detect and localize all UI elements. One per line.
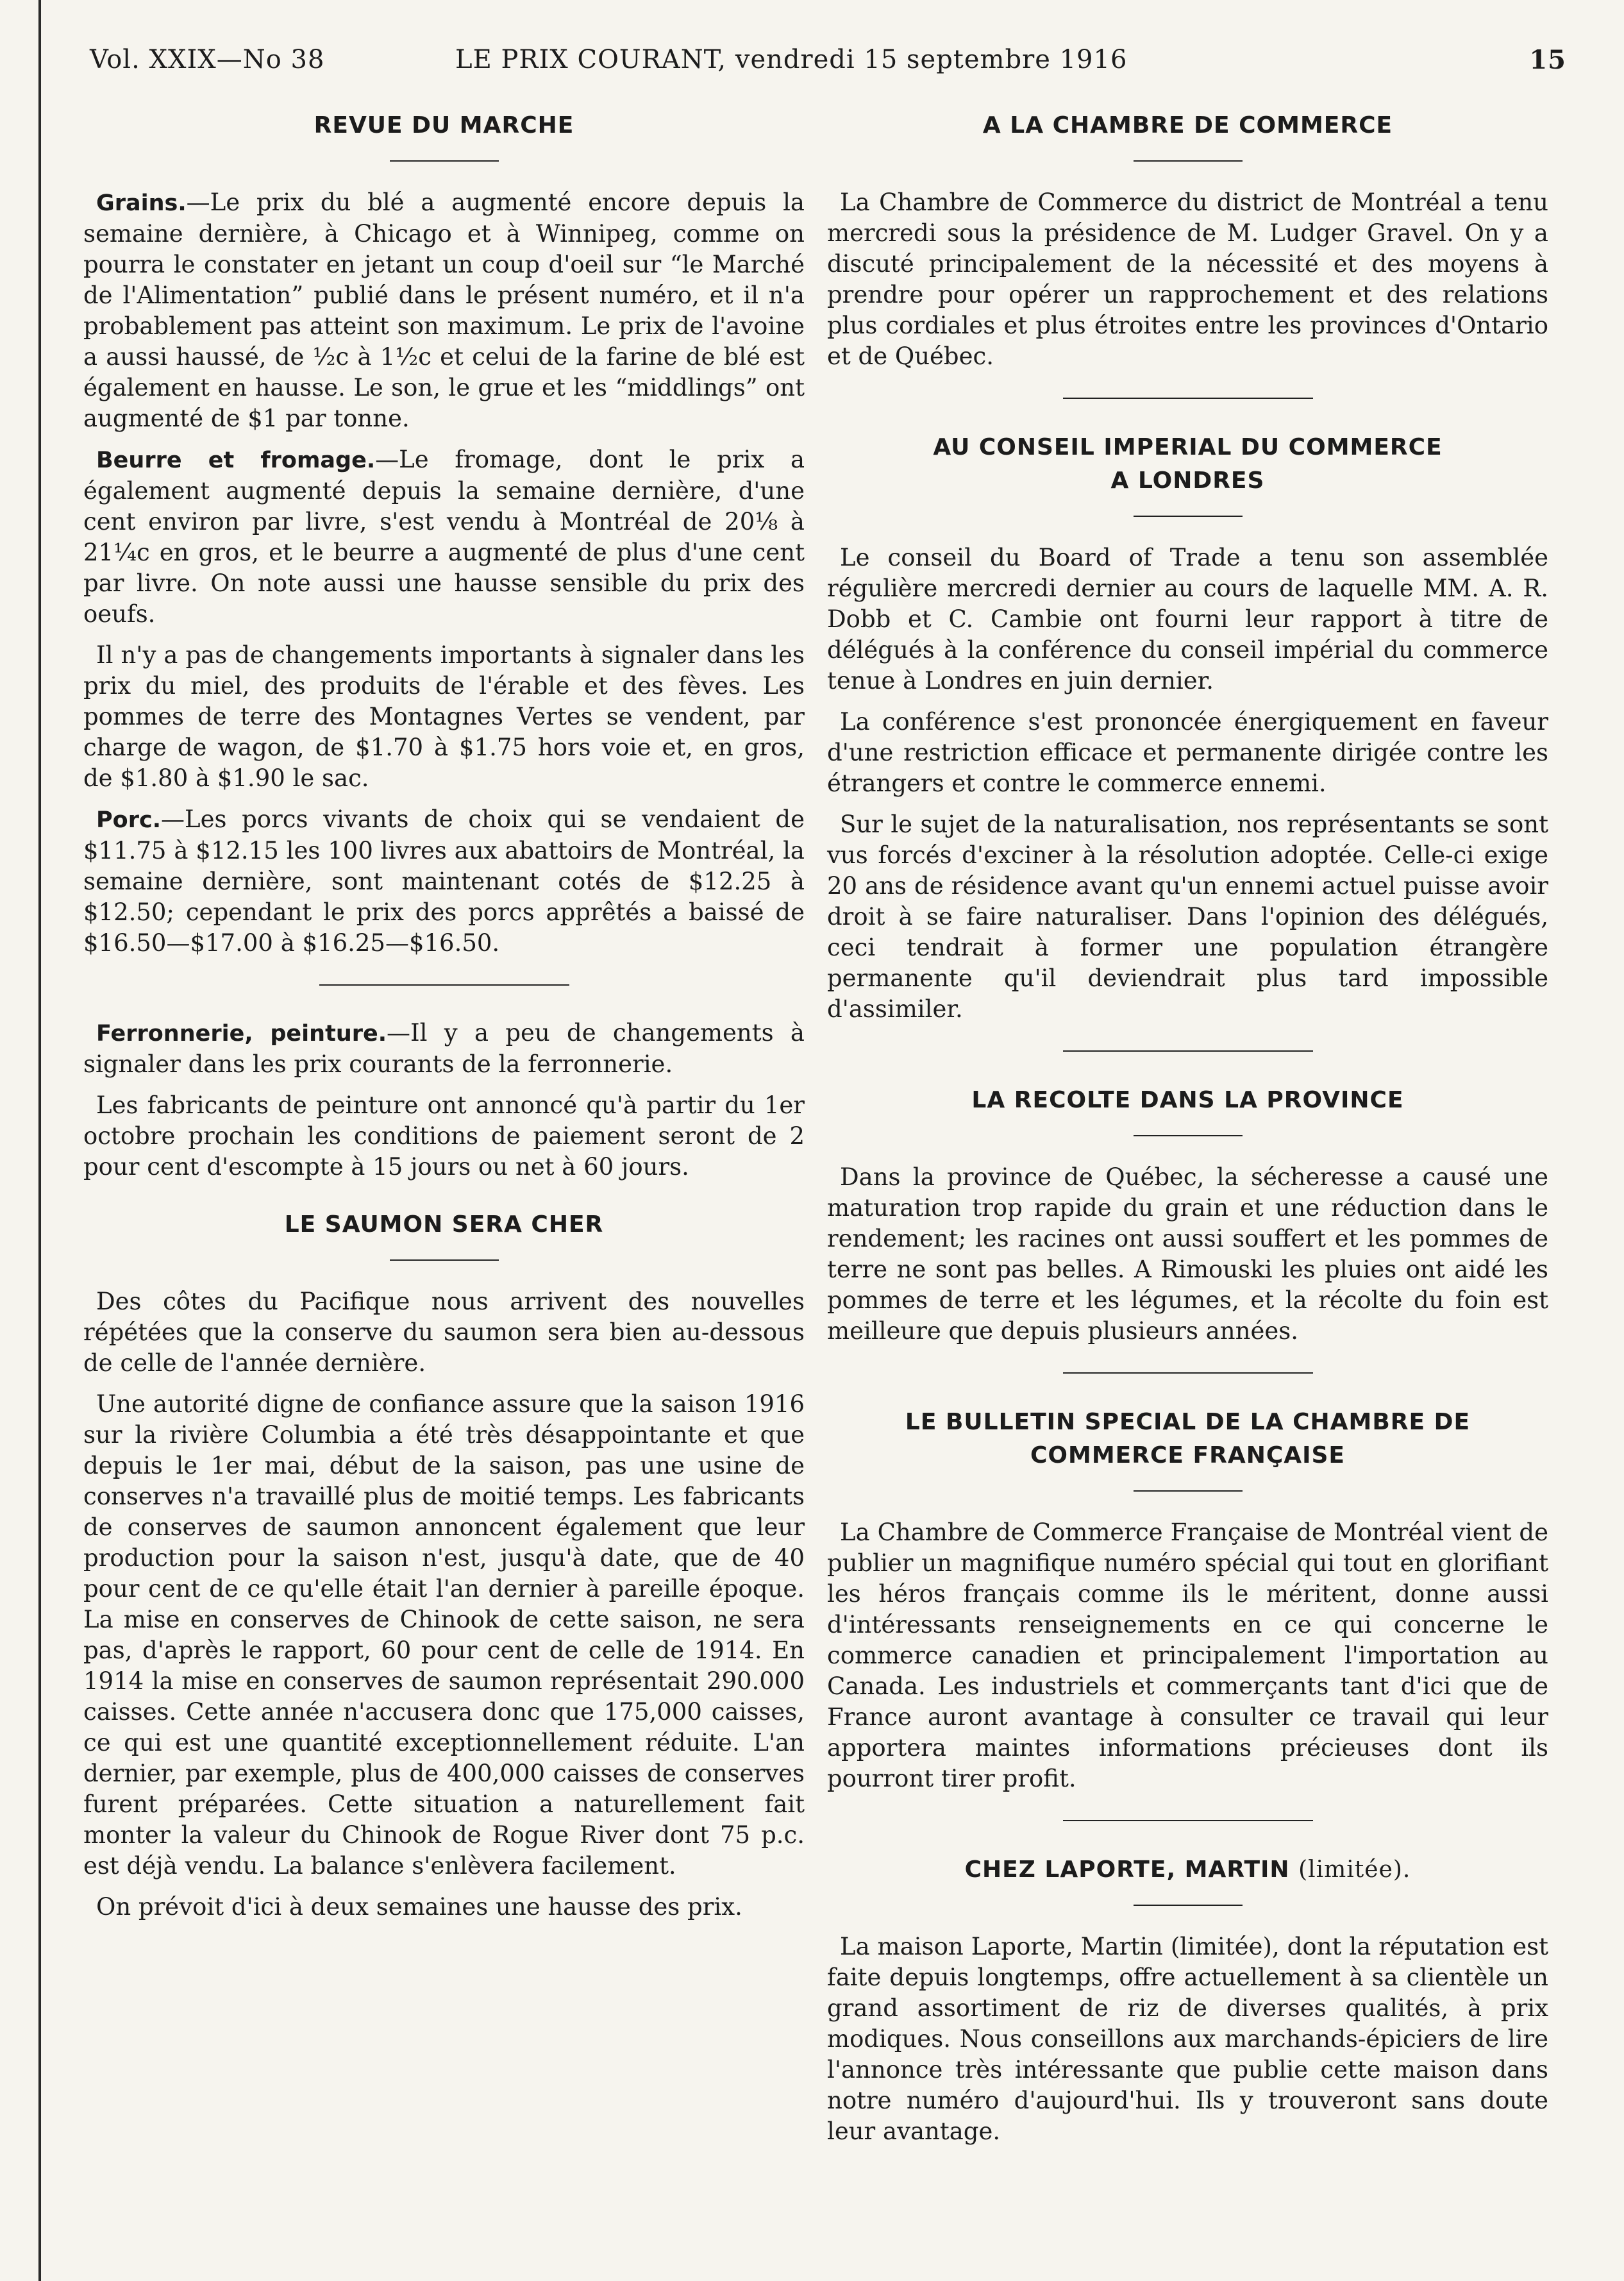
paragraph-conseil-2: La conférence s'est prononcée énergiquement en faveur d'une restriction efficace et permanente dirigée contre les étrangers et contre le commerce ennemi. <box>827 708 1548 797</box>
title-line-2: COMMERCE FRANÇAISE <box>1030 1442 1346 1469</box>
title-rule <box>390 160 499 162</box>
section-rule <box>1063 1050 1313 1052</box>
article-title-conseil <box>827 431 1548 498</box>
volume-label: Vol. XXIX—No 38 <box>90 45 325 74</box>
text-beurre: —Le fromage, dont le prix a également augmenté depuis la semaine dernière, d'une cent environ par livre, s'est vendu à Montréal de 20⅛ à 21¼c en gros, et le beurre a augmenté de plus d'une cent par livre. On note aussi une hausse sensible du prix des oeufs. <box>83 446 805 628</box>
paragraph-chambre: La Chambre de Commerce du district de Montréal a tenu mercredi sous la présidence de M. Ludger Gravel. On y a discuté principalement de la nécessité et des moyens à prendre pour opérer un rapprochement et des relations plus cordiales et plus étroites entre les provinces d'Ontario et de Québec. <box>827 189 1548 370</box>
title-line-1: AU CONSEIL IMPERIAL DU COMMERCE <box>933 434 1443 460</box>
article-title-recolte: LA RECOLTE DANS LA PROVINCE <box>971 1087 1404 1113</box>
section-rule <box>319 984 569 986</box>
section-rule <box>1063 1820 1313 1821</box>
title-rule <box>1134 1490 1243 1492</box>
text-ferronnerie: —Il y a peu de changements à signaler dans les prix courants de la ferronnerie. <box>83 1019 805 1078</box>
paragraph-saumon-3: On prévoit d'ici à deux semaines une hausse des prix. <box>96 1893 742 1921</box>
title-suffix: (limitée). <box>1298 1856 1411 1883</box>
title-main: CHEZ LAPORTE, MARTIN <box>964 1856 1290 1883</box>
page-binding-edge <box>38 0 41 2281</box>
journal-title-date: LE PRIX COURANT, vendredi 15 septembre 1916 <box>455 45 1128 74</box>
page-number: 15 <box>1529 45 1566 75</box>
title-rule <box>1134 1905 1243 1906</box>
title-line-2: A LONDRES <box>1110 467 1265 494</box>
paragraph-bulletin: La Chambre de Commerce Française de Montréal vient de publier un magnifique numéro spécial qui tout en glorifiant les héros français comme ils le méritent, donne aussi d'intéressants renseignements en ce qui concerne le commerce canadien et principalement l'importation au Canada. Les industriels et commerçants tant d'ici que de France auront avantage à consulter ce travail qui leur apportera maintes informations précieuses dont ils pourront tirer profit. <box>827 1519 1548 1792</box>
paragraph-conseil-3: Sur le sujet de la naturalisation, nos représentants se sont vus forcés d'exciner à la résolution adoptée. Celle-ci exige 20 ans de résidence avant qu'un ennemi actuel puisse avoir droit à se faire naturaliser. Dans l'opinion des délégués, ceci tendrait à former une population étrangère permanente qu'il deviendrait plus tard impossible d'assimiler. <box>827 811 1548 1023</box>
article-title-saumon: LE SAUMON SERA CHER <box>284 1211 604 1238</box>
paragraph-conseil-1: Le conseil du Board of Trade a tenu son assemblée régulière mercredi dernier au cours de laquelle MM. A. R. Dobb et C. Cambie ont fourni leur rapport à titre de délégués à la conférence du conseil impérial du commerce tenue à Londres en juin dernier. <box>827 544 1548 694</box>
text-grains: —Le prix du blé a augmenté encore depuis la semaine dernière, à Chicago et à Winnipeg, comme on pourra le constater en jetant un coup d'oeil sur “le Marché de l'Alimentation” publié dans le présent numéro, et il n'a probablement pas atteint son maximum. Le prix de l'avoine a aussi haussé, de ½c à 1½c et celui de la farine de blé est également en hausse. Le son, le grue et les “middlings” ont augmenté de $1 par tonne. <box>83 189 805 432</box>
section-rule <box>1063 1372 1313 1374</box>
title-line-1: LE BULLETIN SPECIAL DE LA CHAMBRE DE <box>905 1409 1471 1435</box>
right-column <box>827 103 1548 2157</box>
article-title-bulletin <box>827 1406 1548 1472</box>
lead-grains: Grains. <box>96 190 187 216</box>
title-rule <box>390 1259 499 1261</box>
paragraph-laporte: La maison Laporte, Martin (limitée), dont la réputation est faite depuis longtemps, offre actuellement à sa clientèle un grand assortiment de riz de diverses qualités, à prix modiques. Nous conseillons aux marchands-épiciers de lire l'annonce très intéressante que publie cette maison dans notre numéro d'aujourd'hui. Ils y trouveront sans doute leur avantage. <box>827 1933 1548 2145</box>
paragraph-saumon-2: Une autorité digne de confiance assure que la saison 1916 sur la rivière Columbia a été très désappointante et que depuis le 1er mai, début de la saison, pas une usine de conserves n'a travaillé plus de moitié temps. Les fabricants de conserves de saumon annoncent également que leur production pour la saison n'est, jusqu'à date, que de 40 pour cent de ce qu'elle était l'an dernier à pareille époque. La mise en conserves de Chinook de cette saison, ne sera pas, d'après le rapport, 60 pour cent de celle de 1914. En 1914 la mise en conserves de saumon représentait 290.000 caisses. Cette année n'accusera donc que 175,000 caisses, ce qui est une quantité exceptionnellement réduite. L'an dernier, par exemple, plus de 400,000 caisses de conserves furent préparées. Cette situation a naturellement fait monter la valeur du Chinook de Rogue River dont 75 p.c. est déjà vendu. La balance s'enlèvera facilement. <box>83 1390 805 1880</box>
section-rule <box>1063 398 1313 399</box>
paragraph-beurre <box>83 444 805 630</box>
text-porc: —Les porcs vivants de choix qui se vendaient de $11.75 à $12.15 les 100 livres aux abattoirs de Montréal, la semaine dernière, sont maintenant cotés de $12.25 à $12.50; cependant le prix des porcs apprêtés a baissé de $16.50—$17.00 à $16.25—$16.50. <box>83 805 805 957</box>
article-title-chambre: A LA CHAMBRE DE COMMERCE <box>982 112 1393 139</box>
page-header <box>90 45 1566 83</box>
title-rule <box>1134 1135 1243 1136</box>
lead-beurre: Beurre et fromage. <box>96 448 376 473</box>
paragraph-grains <box>83 187 805 434</box>
title-rule <box>1134 160 1243 162</box>
paragraph-saumon-1: Des côtes du Pacifique nous arrivent des nouvelles répétées que la conserve du saumon sera bien au-dessous de celle de l'année dernière. <box>83 1288 805 1377</box>
lead-porc: Porc. <box>96 807 162 833</box>
article-title-laporte <box>827 1853 1548 1887</box>
paragraph-miel: Il n'y a pas de changements importants à signaler dans les prix du miel, des produits de l'érable et des fèves. Les pommes de terre des Montagnes Vertes se vendent, par charge de wagon, de $1.70 à $1.75 hors voie et, en gros, de $1.80 à $1.90 le sac. <box>83 641 805 792</box>
paragraph-porc <box>83 804 805 959</box>
paragraph-peinture: Les fabricants de peinture ont annoncé qu'à partir du 1er octobre prochain les conditions de paiement seront de 2 pour cent d'escompte à 15 jours ou net à 60 jours. <box>83 1091 805 1181</box>
title-rule <box>1134 516 1243 517</box>
article-title-revue: REVUE DU MARCHE <box>314 112 574 139</box>
paragraph-recolte: Dans la province de Québec, la sécheresse a causé une maturation trop rapide du grain et une réduction dans le rendement; les racines ont aussi souffert et les pommes de terre ne sont pas belles. A Rimouski les pluies ont aidé les pommes de terre et les légumes, et la récolte du foin est meilleure que depuis plusieurs années. <box>827 1163 1548 1345</box>
left-column <box>83 103 805 1933</box>
lead-ferronnerie: Ferronnerie, peinture. <box>96 1021 387 1047</box>
paragraph-ferronnerie <box>83 1018 805 1080</box>
